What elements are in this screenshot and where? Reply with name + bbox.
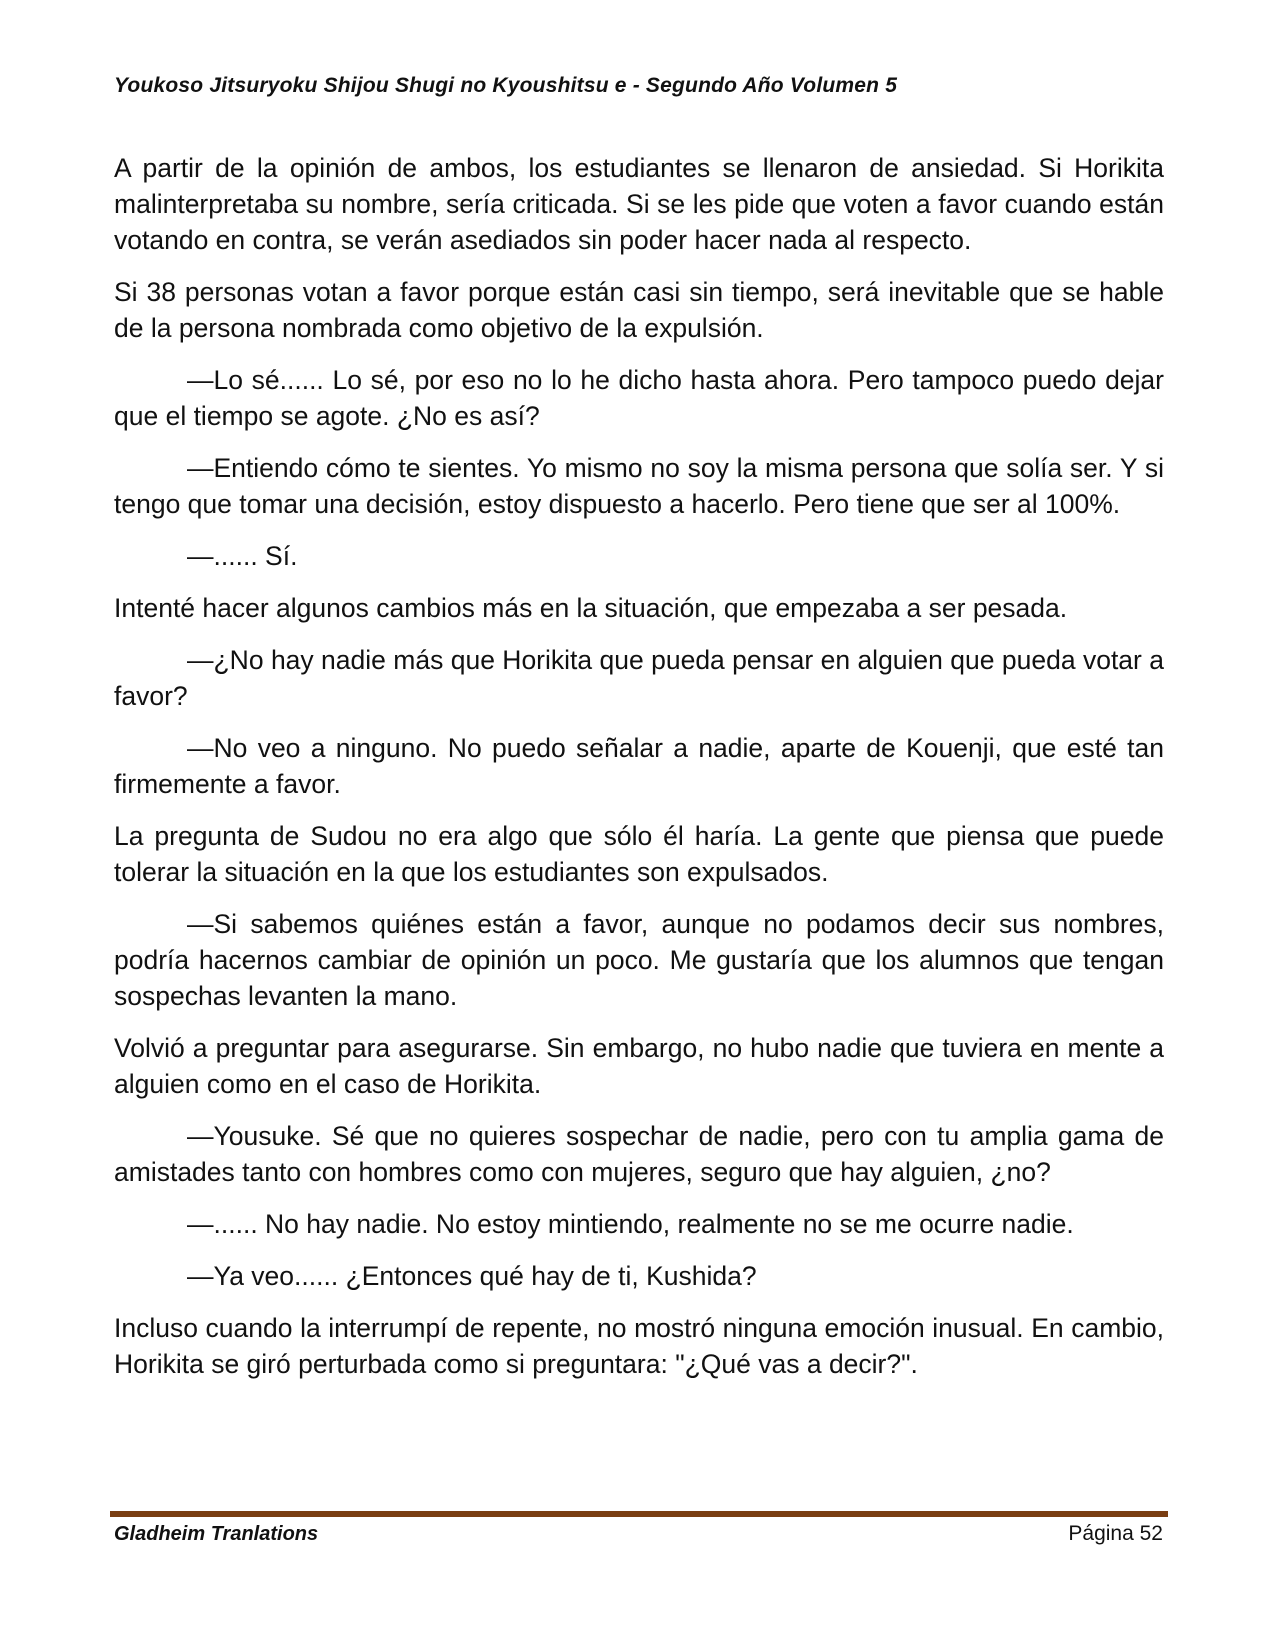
paragraph: A partir de la opinión de ambos, los estudiantes se llenaron de ansiedad. Si Horikita malinterpretaba su nombre, sería criticada. Si se les pide que voten a favor cuando están votando en contra, se verán asediados sin poder hacer nada al respecto. — [114, 153, 1164, 255]
page-number: Página 52 — [1068, 1522, 1163, 1545]
paragraph: La pregunta de Sudou no era algo que sólo él haría. La gente que piensa que puede tolerar la situación en la que los estudiantes son expulsados. — [114, 821, 1164, 887]
dialogue-paragraph: —¿No hay nadie más que Horikita que pueda pensar en alguien que pueda votar a favor? — [114, 645, 1164, 711]
dialogue-paragraph: —No veo a ninguno. No puedo señalar a nadie, aparte de Kouenji, que esté tan firmemente a favor. — [114, 733, 1164, 799]
paragraph: Volvió a preguntar para asegurarse. Sin embargo, no hubo nadie que tuviera en mente a alguien como en el caso de Horikita. — [114, 1033, 1164, 1099]
dialogue-paragraph: —Ya veo...... ¿Entonces qué hay de ti, Kushida? — [187, 1261, 757, 1291]
dialogue-paragraph: —...... Sí. — [187, 541, 298, 571]
running-header: Youkoso Jitsuryoku Shijou Shugi no Kyoushitsu e - Segundo Año Volumen 5 — [114, 74, 898, 97]
paragraph: Intenté hacer algunos cambios más en la situación, que empezaba a ser pesada. — [114, 593, 1068, 623]
paragraph: Si 38 personas votan a favor porque están casi sin tiempo, será inevitable que se hable de la persona nombrada como objetivo de la expulsión. — [114, 277, 1164, 343]
paragraph: Incluso cuando la interrumpí de repente, no mostró ninguna emoción inusual. En cambio, Horikita se giró perturbada como si preguntara: "¿Qué vas a decir?". — [114, 1313, 1164, 1379]
footer-credit: Gladheim Tranlations — [114, 1523, 319, 1545]
dialogue-paragraph: —Lo sé...... Lo sé, por eso no lo he dicho hasta ahora. Pero tampoco puedo dejar que el tiempo se agote. ¿No es así? — [114, 365, 1164, 431]
dialogue-paragraph: —Yousuke. Sé que no quieres sospechar de nadie, pero con tu amplia gama de amistades tanto con hombres como con mujeres, seguro que hay alguien, ¿no? — [114, 1121, 1164, 1187]
dialogue-paragraph: —...... No hay nadie. No estoy mintiendo, realmente no se me ocurre nadie. — [187, 1209, 1074, 1239]
dialogue-paragraph: —Si sabemos quiénes están a favor, aunque no podamos decir sus nombres, podría hacernos cambiar de opinión un poco. Me gustaría que los alumnos que tengan sospechas levanten la mano. — [114, 909, 1164, 1011]
page-body — [114, 150, 1164, 1398]
dialogue-paragraph: —Entiendo cómo te sientes. Yo mismo no soy la misma persona que solía ser. Y si tengo que tomar una decisión, estoy dispuesto a hacerlo. Pero tiene que ser al 100%. — [114, 453, 1164, 519]
footer-rule — [110, 1511, 1168, 1517]
